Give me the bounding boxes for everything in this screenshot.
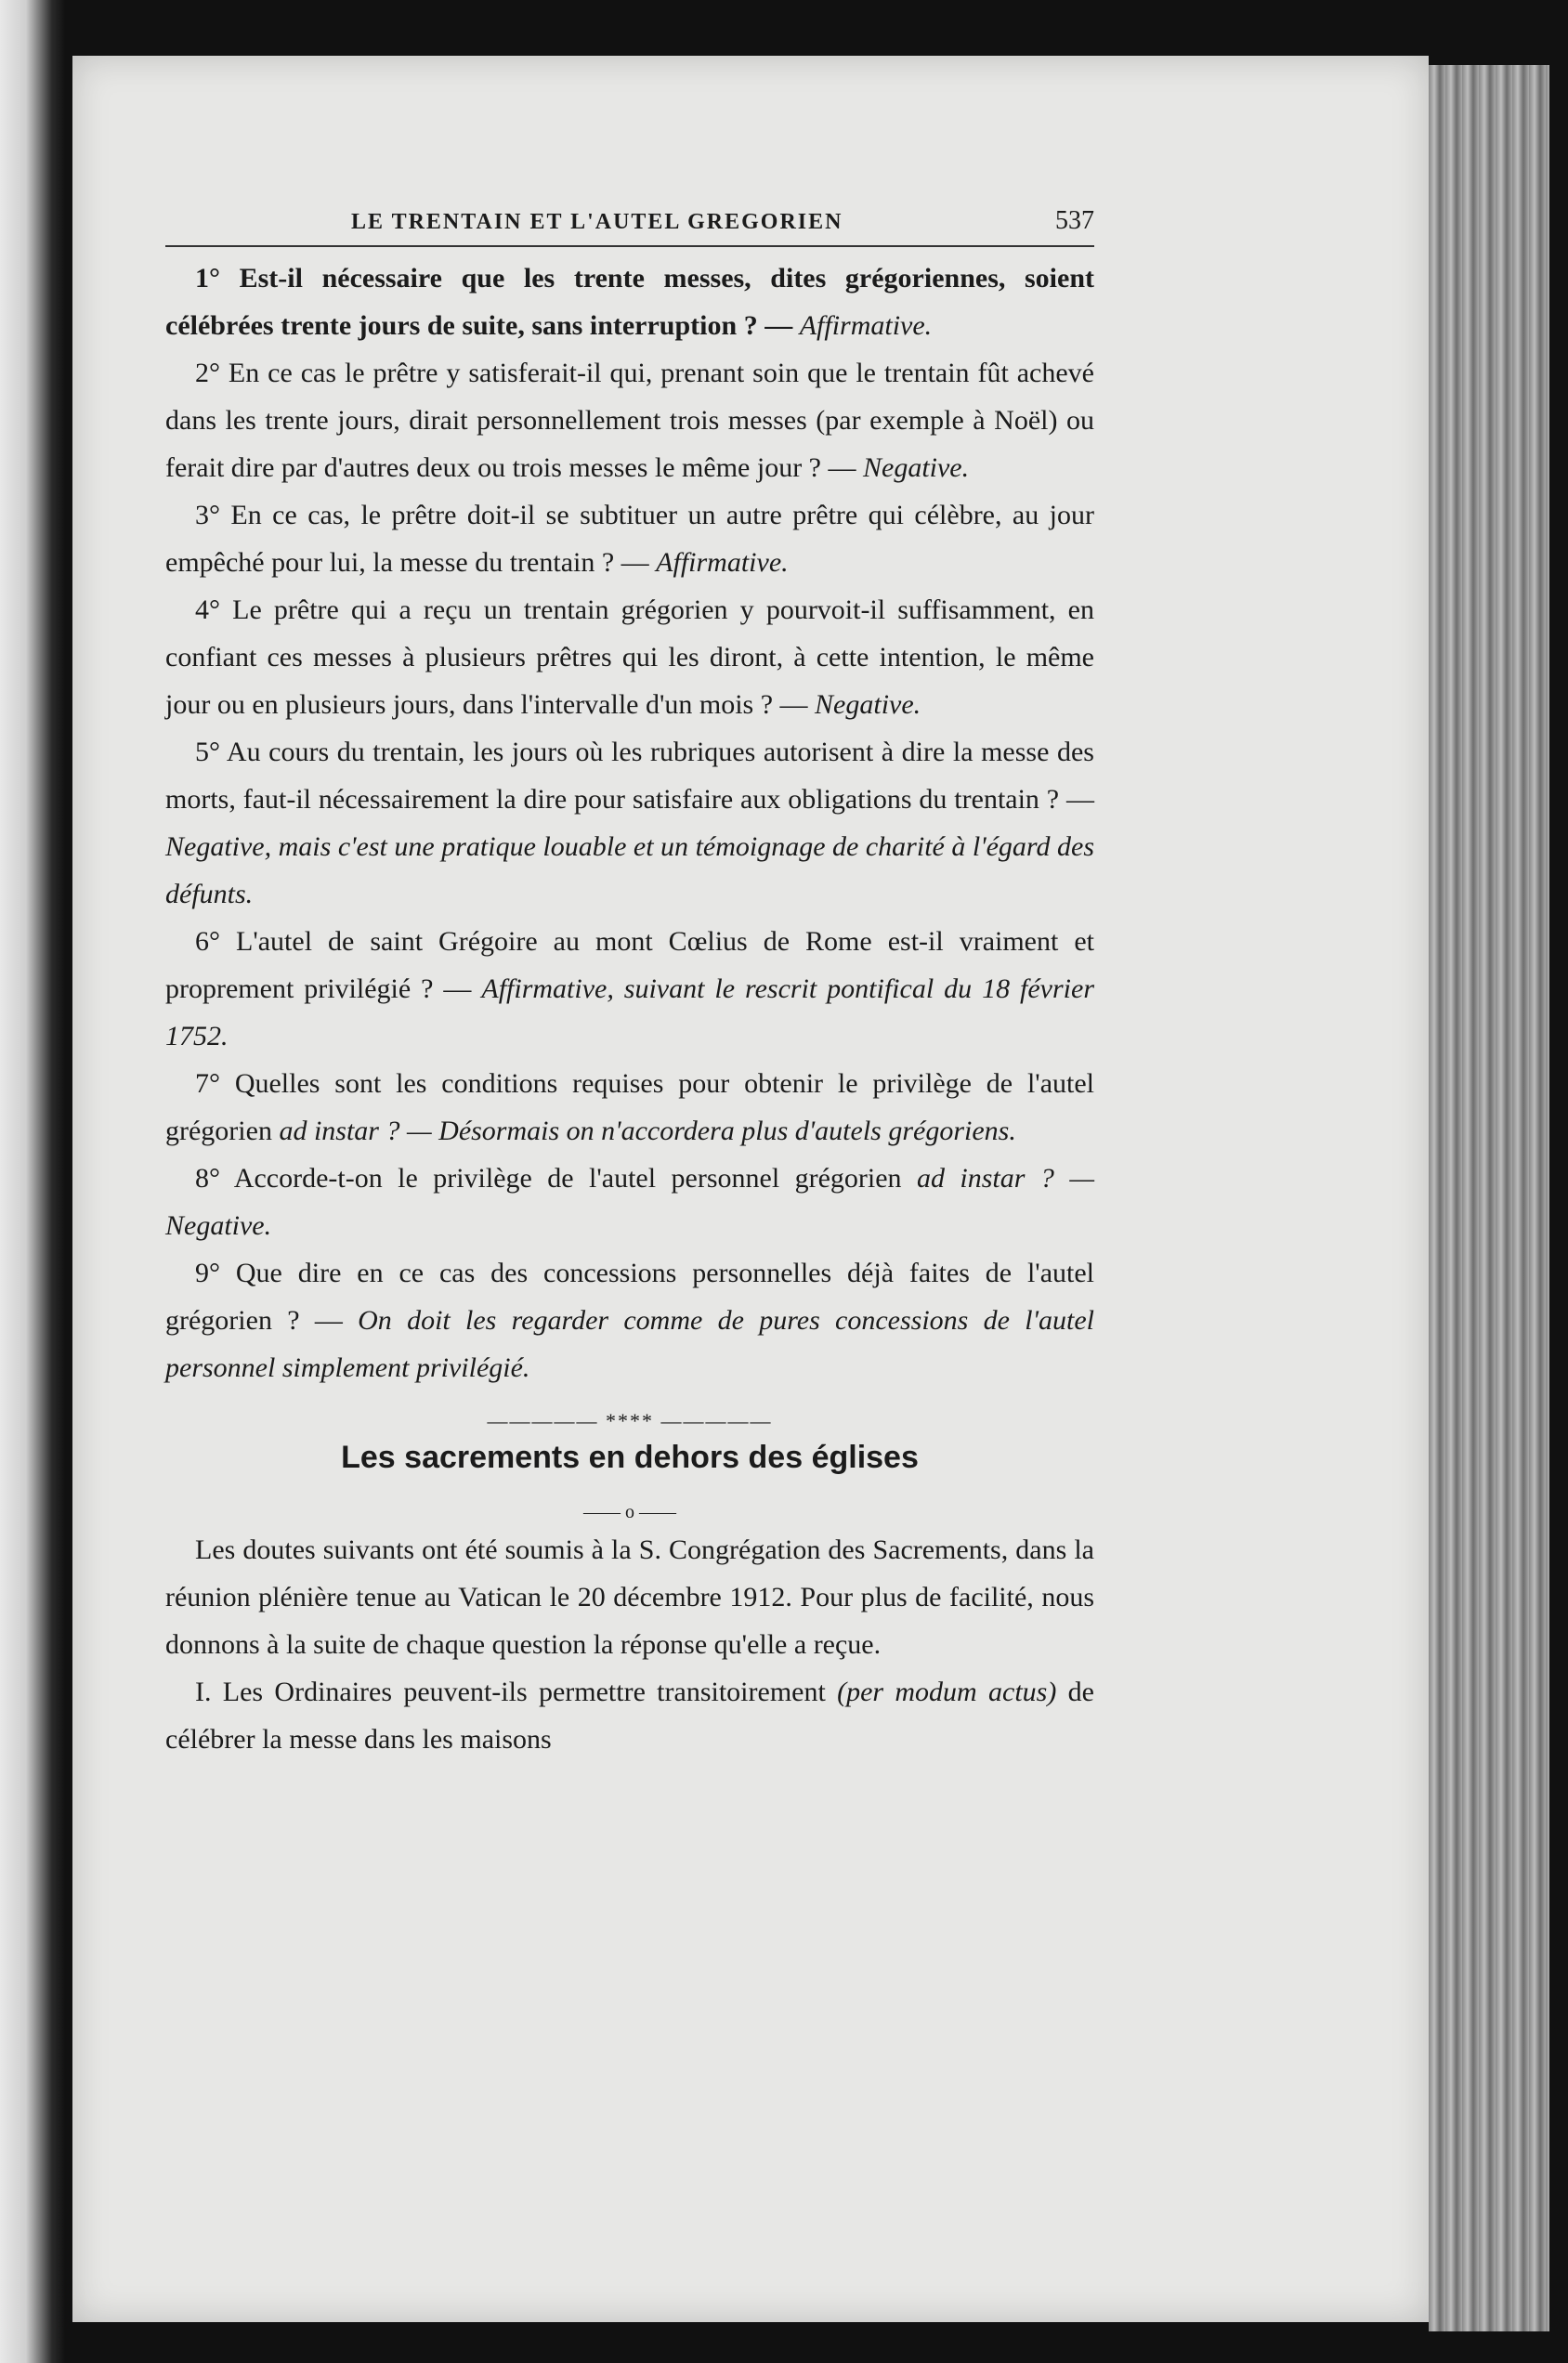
page-number: 537 <box>1055 206 1094 235</box>
body-text <box>165 255 1094 1763</box>
paragraph-9: 9° Que dire en ce cas des concessions personnelles déjà faites de l'autel grégorien ? — On doit les regarder comme de pures concessions de l'autel personnel simplement privilégié. <box>165 1258 1094 1383</box>
separator-stars: ————— **** ————— <box>487 1409 773 1432</box>
paragraph-7: 7° Quelles sont les conditions requises pour obtenir le privilège de l'autel grégorien ad instar ? — Désormais on n'accordera plus d'autels grégoriens. <box>165 1068 1094 1146</box>
book-page-edges <box>1429 65 1549 2331</box>
paragraph-4: 4° Le prêtre qui a reçu un trentain grégorien y pourvoit-il suffisamment, en confiant ces messes à plusieurs prêtres qui les diront, à cette intention, le même jour ou en plusieurs jours, dans l'intervalle d'un mois ? — Negative. <box>165 594 1094 720</box>
previous-page-edge <box>0 0 65 2363</box>
paragraph-3: 3° En ce cas, le prêtre doit-il se subtituer un autre prêtre qui célèbre, au jour empêché pour lui, la messe du trentain ? — Affirmative. <box>165 500 1094 578</box>
paragraph-5: 5° Au cours du trentain, les jours où les rubriques autorisent à dire la messe des morts, faut-il nécessairement la dire pour satisfaire aux obligations du trentain ? — Negative, mais c'est une pratique louable et un témoignage de charité à l'égard des défunts. <box>165 737 1094 909</box>
running-title: LE TRENTAIN ET L'AUTEL GREGORIEN <box>351 210 843 234</box>
paragraph-2: 2° En ce cas le prêtre y satisferait-il qui, prenant soin que le trentain fût achevé dans les trente jours, dirait personnellement trois messes (par exemple à Noël) ou ferait dire par d'autres deux ou trois messes le même jour ? — Negative. <box>165 358 1094 483</box>
section-paragraph-1: Les doutes suivants ont été soumis à la S. Congrégation des Sacrements, dans la réunion plénière tenue au Vatican le 20 décembre 1912. Pour plus de facilité, nous donnons à la suite de chaque question la réponse qu'elle a reçue. <box>165 1534 1094 1660</box>
paragraph-6: 6° L'autel de saint Grégoire au mont Cœlius de Rome est-il vraiment et proprement privilégié ? — Affirmative, suivant le rescrit pontifical du 18 février 1752. <box>165 926 1094 1051</box>
paragraph-8: 8° Accorde-t-on le privilège de l'autel personnel grégorien ad instar ? — Negative. <box>165 1163 1094 1241</box>
section-title: Les sacrements en dehors des églises <box>341 1440 919 1475</box>
running-header <box>165 206 1094 247</box>
separator-o: —— o —— <box>583 1502 676 1522</box>
paragraph-1: 1° Est-il nécessaire que les trente messes, dites grégoriennes, soient célébrées trente jours de suite, sans interruption ? — Affirmative. <box>165 263 1094 341</box>
section-paragraph-2: I. Les Ordinaires peuvent-ils permettre transitoirement (per modum actus) de célébrer la messe dans les maisons <box>165 1677 1094 1755</box>
page-content <box>165 206 1094 1763</box>
